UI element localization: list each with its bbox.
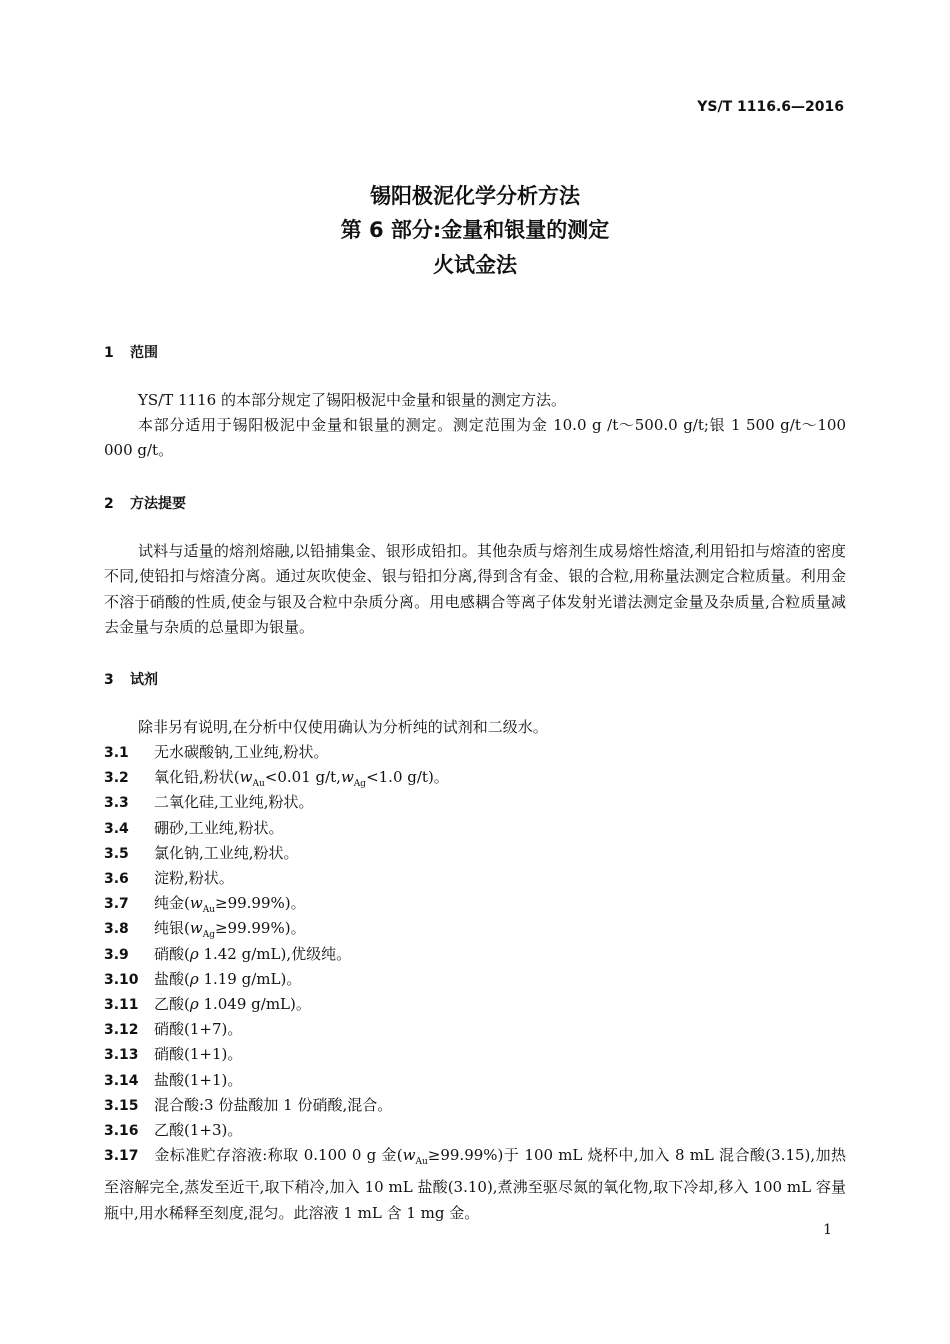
reagent-text: 乙酸(1+3)。 — [154, 1121, 243, 1139]
reagent-text: <1.0 g/t)。 — [366, 768, 449, 787]
reagent-number: 3.1 — [104, 745, 129, 761]
section-title: 试剂 — [130, 672, 158, 688]
subscript: Ag — [202, 930, 215, 941]
subscript: Au — [415, 1157, 428, 1168]
reagent-text: ≥99.99%)。 — [215, 894, 306, 913]
reagent-text: 硝酸(1+7)。 — [154, 1020, 243, 1039]
reagent-item — [104, 1068, 846, 1094]
reagent-text: w — [189, 894, 203, 913]
paragraph: 试料与适量的熔剂熔融,以铅捕集金、银形成铅扣。其他杂质与熔剂生成易熔性熔渣,利用铅扣与熔渣的密度不同,使铅扣与熔渣分离。通过灰吹使金、银与铅扣分离,得到含有金、银的合粒,用称量法测定合粒质量。利用金不溶于硝酸的性质,使金与银及合粒中杂质分离。用电感耦合等离子体发射光谱法测定金量及杂质量,合粒质量减去金量与杂质的总量即为银量。 — [104, 542, 846, 636]
reagent-text: ≥99.99%)于 100 mL 烧杯中,加入 8 mL 混合酸(3.15),加热至溶解完全,蒸发至近干,取下稍冷,加入 10 mL 盐酸(3.10),煮沸至驱尽氮的氧化物,取下冷却,移入 100 mL 容量瓶中,用水稀释至刻度,混匀。此溶液 1 mL 含 1 mg 金。 — [104, 1146, 846, 1222]
reagent-number: 3.4 — [104, 820, 129, 837]
reagent-text: 硝酸( — [154, 944, 190, 963]
reagent-text: 二氧化硅,工业纯,粉状。 — [154, 793, 314, 812]
reagent-text: w — [340, 768, 354, 787]
reagent-number: 3.9 — [104, 946, 129, 963]
subscript: Au — [252, 779, 265, 790]
reagent-item — [104, 1042, 846, 1068]
reagent-number: 3.13 — [104, 1047, 139, 1064]
reagent-text: 1.42 g/mL),优级纯。 — [198, 944, 352, 963]
reagent-text: 淀粉,粉状。 — [154, 869, 234, 887]
paragraph: 除非另有说明,在分析中仅使用确认为分析纯的试剂和二级水。 — [138, 718, 548, 736]
reagent-text: ρ — [189, 969, 199, 988]
title-line-3: 火试金法 — [433, 253, 517, 277]
reagent-number: 3.17 — [104, 1148, 139, 1165]
reagent-text: 氯化钠,工业纯,粉状。 — [154, 843, 299, 862]
reagent-item — [104, 1093, 846, 1119]
reagent-item — [104, 1017, 846, 1043]
page-number: 1 — [823, 1222, 832, 1238]
reagent-number: 3.2 — [104, 770, 129, 787]
reagent-item — [104, 866, 846, 892]
reagent-text: ρ — [189, 995, 199, 1013]
reagent-number: 3.7 — [104, 896, 129, 913]
reagent-item — [104, 740, 846, 766]
reagent-text: ρ — [189, 944, 199, 963]
subscript: Ag — [353, 779, 367, 790]
reagent-item — [104, 992, 846, 1018]
title-line-1: 锡阳极泥化学分析方法 — [370, 184, 580, 208]
reagent-text: 纯银( — [154, 919, 190, 938]
paragraph: YS/T 1116 的本部分规定了锡阳极泥中金量和银量的测定方法。 — [138, 391, 566, 409]
section-number: 2 — [104, 496, 114, 512]
reagent-text: 混合酸:3 份盐酸加 1 份硝酸,混合。 — [154, 1095, 393, 1114]
reagent-number: 3.10 — [104, 971, 139, 988]
reagent-text: 硼砂,工业纯,粉状。 — [154, 818, 284, 837]
reagent-text: 乙酸( — [154, 995, 190, 1013]
paragraph: 本部分适用于锡阳极泥中金量和银量的测定。测定范围为金 10.0 g /t～500.0 g/t;银 1 500 g/t～100 000 g/t。 — [104, 416, 846, 460]
section-number: 1 — [104, 345, 114, 361]
reagent-text: 盐酸( — [154, 969, 190, 988]
reagent-number: 3.14 — [104, 1072, 139, 1089]
reagent-number: 3.3 — [104, 795, 129, 812]
reagent-number: 3.5 — [104, 845, 129, 862]
reagent-text: ≥99.99%)。 — [214, 919, 306, 938]
reagent-text: 1.19 g/mL)。 — [198, 969, 302, 988]
standard-number: YS/T 1116.6—2016 — [697, 99, 844, 115]
reagent-text: <0.01 g/t, — [264, 768, 341, 787]
reagent-text: 硝酸(1+1)。 — [154, 1045, 243, 1064]
reagent-text: 1.049 g/mL)。 — [198, 995, 311, 1013]
reagent-item — [104, 1118, 846, 1144]
reagent-text: w — [239, 768, 253, 787]
reagent-item — [104, 790, 846, 816]
reagent-number: 3.11 — [104, 997, 139, 1013]
reagent-number: 3.15 — [104, 1097, 139, 1114]
reagent-text: 纯金( — [154, 894, 190, 913]
section-heading-reagents — [104, 669, 158, 689]
reagent-number: 3.8 — [104, 921, 129, 938]
reagent-text: 金标准贮存溶液:称取 0.100 0 g 金( — [154, 1146, 403, 1165]
title-line-2: 第 6 部分:金量和银量的测定 — [340, 218, 610, 242]
section-heading-scope — [104, 342, 158, 362]
reagent-item — [104, 942, 846, 968]
reagent-text: 盐酸(1+1)。 — [154, 1070, 243, 1089]
subscript: Au — [202, 905, 215, 916]
reagent-number: 3.6 — [104, 871, 129, 887]
reagent-item — [104, 1143, 846, 1226]
reagent-text: 无水碳酸钠,工业纯,粉状。 — [154, 743, 329, 761]
section-title: 范围 — [130, 345, 158, 361]
reagent-text: 氧化铅,粉状( — [154, 768, 240, 787]
reagent-number: 3.12 — [104, 1022, 139, 1039]
section-number: 3 — [104, 672, 114, 688]
section-heading-principle — [104, 493, 186, 513]
reagent-text: w — [189, 919, 203, 938]
reagent-number: 3.16 — [104, 1123, 139, 1139]
reagent-item — [104, 841, 846, 867]
section-title: 方法提要 — [130, 496, 186, 512]
reagent-text: w — [402, 1146, 416, 1165]
reagent-item — [104, 816, 846, 842]
reagent-item — [104, 967, 846, 993]
